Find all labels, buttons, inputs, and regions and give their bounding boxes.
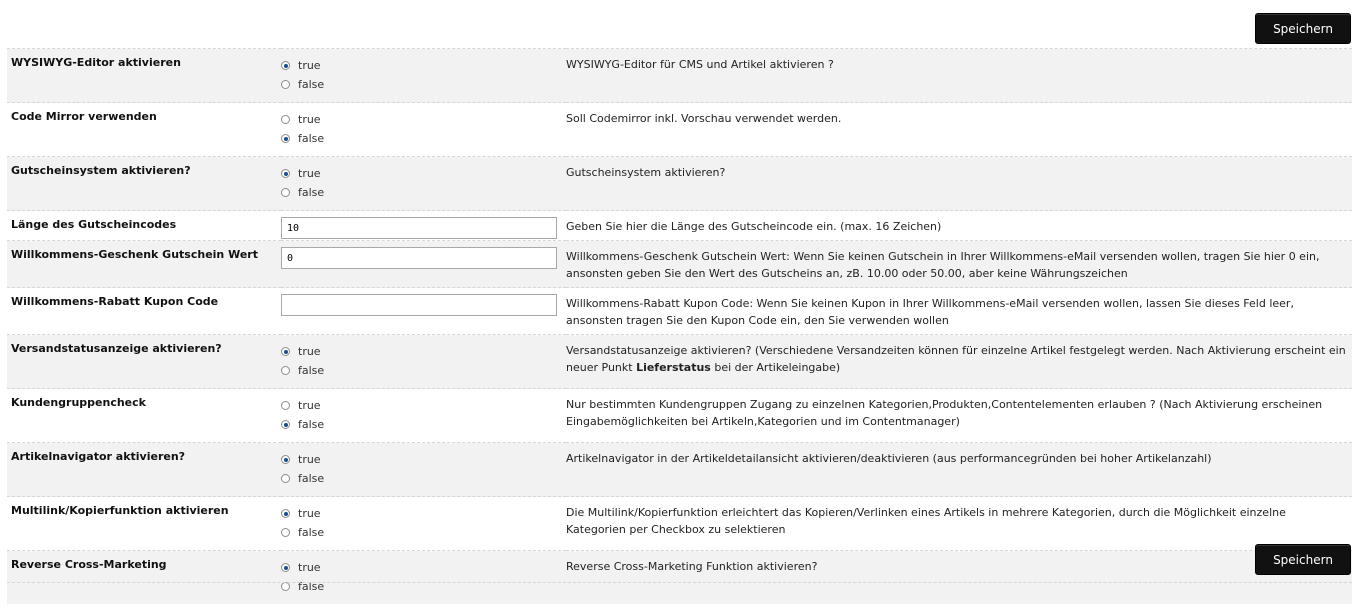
radio-button[interactable] [281,582,290,591]
radio-group [281,49,566,103]
lieferstatus-highlight: Lieferstatus [636,361,711,374]
radio-option-false[interactable]: false [281,577,566,596]
radio-group [281,335,566,389]
radio-option-false[interactable]: false [281,183,566,202]
setting-label: Willkommens-Geschenk Gutschein Wert [7,241,281,288]
radio-button-checked[interactable] [281,347,290,356]
setting-description: Nur bestimmten Kundengruppen Zugang zu einzelnen Kategorien,Produkten,Contentelementen erlauben ? (Nach Aktivierung erscheinen Eingabemöglichkeiten bei Artikeln,Kategorien und im Contentmanager) [566,389,1352,443]
setting-description: Soll Codemirror inkl. Vorschau verwendet werden. [566,103,1352,157]
setting-description: Artikelnavigator in der Artikeldetailansicht aktivieren/deaktivieren (aus performancegründen bei hoher Artikelanzahl) [566,443,1352,497]
radio-button-checked[interactable] [281,420,290,429]
setting-label: Multilink/Kopierfunktion aktivieren [7,497,281,551]
radio-option-true[interactable]: true [281,504,566,523]
setting-description: WYSIWYG-Editor für CMS und Artikel aktivieren ? [566,49,1352,103]
setting-row-artikelnavigator [7,443,1352,497]
radio-option-false[interactable]: false [281,415,566,434]
radio-button[interactable] [281,80,290,89]
setting-row-reverse-cross-marketing [7,551,1352,605]
radio-option-true[interactable]: true [281,342,566,361]
save-button-bottom[interactable]: Speichern [1255,544,1351,575]
radio-button[interactable] [281,366,290,375]
radio-group [281,497,566,551]
setting-label: Code Mirror verwenden [7,103,281,157]
radio-button-checked[interactable] [281,509,290,518]
setting-description: Versandstatusanzeige aktivieren? (Verschiedene Versandzeiten können für einzelne Artikel festgelegt werden. Nach Aktivierung erscheint ein neuer Punkt Lieferstatus bei der Artikeleingabe) [566,335,1352,389]
welcome-coupon-code-input[interactable] [281,294,557,316]
radio-option-false[interactable]: false [281,523,566,542]
radio-button-checked[interactable] [281,169,290,178]
radio-group [281,157,566,211]
input-cell [281,241,566,288]
setting-description: Geben Sie hier die Länge des Gutscheincode ein. (max. 16 Zeichen) [566,211,1352,241]
setting-row-versandstatus [7,335,1352,389]
setting-description: Die Multilink/Kopierfunktion erleichtert das Kopieren/Verlinken eines Artikels in mehrere Kategorien, durch die Möglichkeit einzelne Kategorien per Checkbox zu selektieren [566,497,1352,551]
radio-group [281,103,566,157]
setting-label: Versandstatusanzeige aktivieren? [7,335,281,389]
radio-option-false[interactable]: false [281,75,566,94]
divider [7,582,1352,583]
setting-label: Artikelnavigator aktivieren? [7,443,281,497]
setting-row-kundengruppencheck [7,389,1352,443]
radio-group [281,443,566,497]
welcome-voucher-value-input[interactable] [281,247,557,269]
setting-row-wysiwyg [7,49,1352,103]
setting-label: Kundengruppencheck [7,389,281,443]
radio-option-true[interactable]: true [281,558,566,577]
radio-group [281,551,566,605]
setting-description: Willkommens-Rabatt Kupon Code: Wenn Sie keinen Kupon in Ihrer Willkommens-eMail versenden wollen, lassen Sie dieses Feld leer, ansonsten tragen Sie den Kupon Code ein, den Sie verwenden wollen [566,288,1352,335]
radio-option-true[interactable]: true [281,396,566,415]
setting-description: Gutscheinsystem aktivieren? [566,157,1352,211]
radio-group [281,389,566,443]
setting-label: Länge des Gutscheincodes [7,211,281,241]
radio-option-false[interactable]: false [281,129,566,148]
setting-description: Willkommens-Geschenk Gutschein Wert: Wenn Sie keinen Gutschein in Ihrer Willkommens-eMail versenden wollen, tragen Sie hier 0 ein, ansonsten geben Sie den Wert des Gutscheins an, zB. 10.00 oder 50.00, aber keine Währungszeichen [566,241,1352,288]
save-button-top[interactable]: Speichern [1255,13,1351,44]
radio-option-true[interactable]: true [281,56,566,75]
setting-row-code-mirror [7,103,1352,157]
setting-row-gutscheincode-laenge [7,211,1352,241]
setting-label: Willkommens-Rabatt Kupon Code [7,288,281,335]
radio-option-true[interactable]: true [281,164,566,183]
radio-button-checked[interactable] [281,134,290,143]
radio-button[interactable] [281,474,290,483]
setting-label: Gutscheinsystem aktivieren? [7,157,281,211]
input-cell [281,288,566,335]
gutscheincode-length-input[interactable] [281,217,557,239]
radio-button[interactable] [281,401,290,410]
radio-button-checked[interactable] [281,563,290,572]
radio-option-true[interactable]: true [281,450,566,469]
radio-button-checked[interactable] [281,61,290,70]
radio-option-false[interactable]: false [281,361,566,380]
radio-button[interactable] [281,115,290,124]
setting-description: Reverse Cross-Marketing Funktion aktivieren? [566,551,1352,605]
input-cell [281,211,566,241]
radio-option-true[interactable]: true [281,110,566,129]
setting-row-multilink [7,497,1352,551]
radio-button-checked[interactable] [281,455,290,464]
setting-row-willkommens-kupon [7,288,1352,335]
setting-row-willkommens-gutschein [7,241,1352,288]
setting-row-gutscheinsystem [7,157,1352,211]
setting-label: Reverse Cross-Marketing [7,551,281,605]
radio-button[interactable] [281,528,290,537]
radio-button[interactable] [281,188,290,197]
setting-label: WYSIWYG-Editor aktivieren [7,49,281,103]
settings-table [7,48,1352,604]
radio-option-false[interactable]: false [281,469,566,488]
